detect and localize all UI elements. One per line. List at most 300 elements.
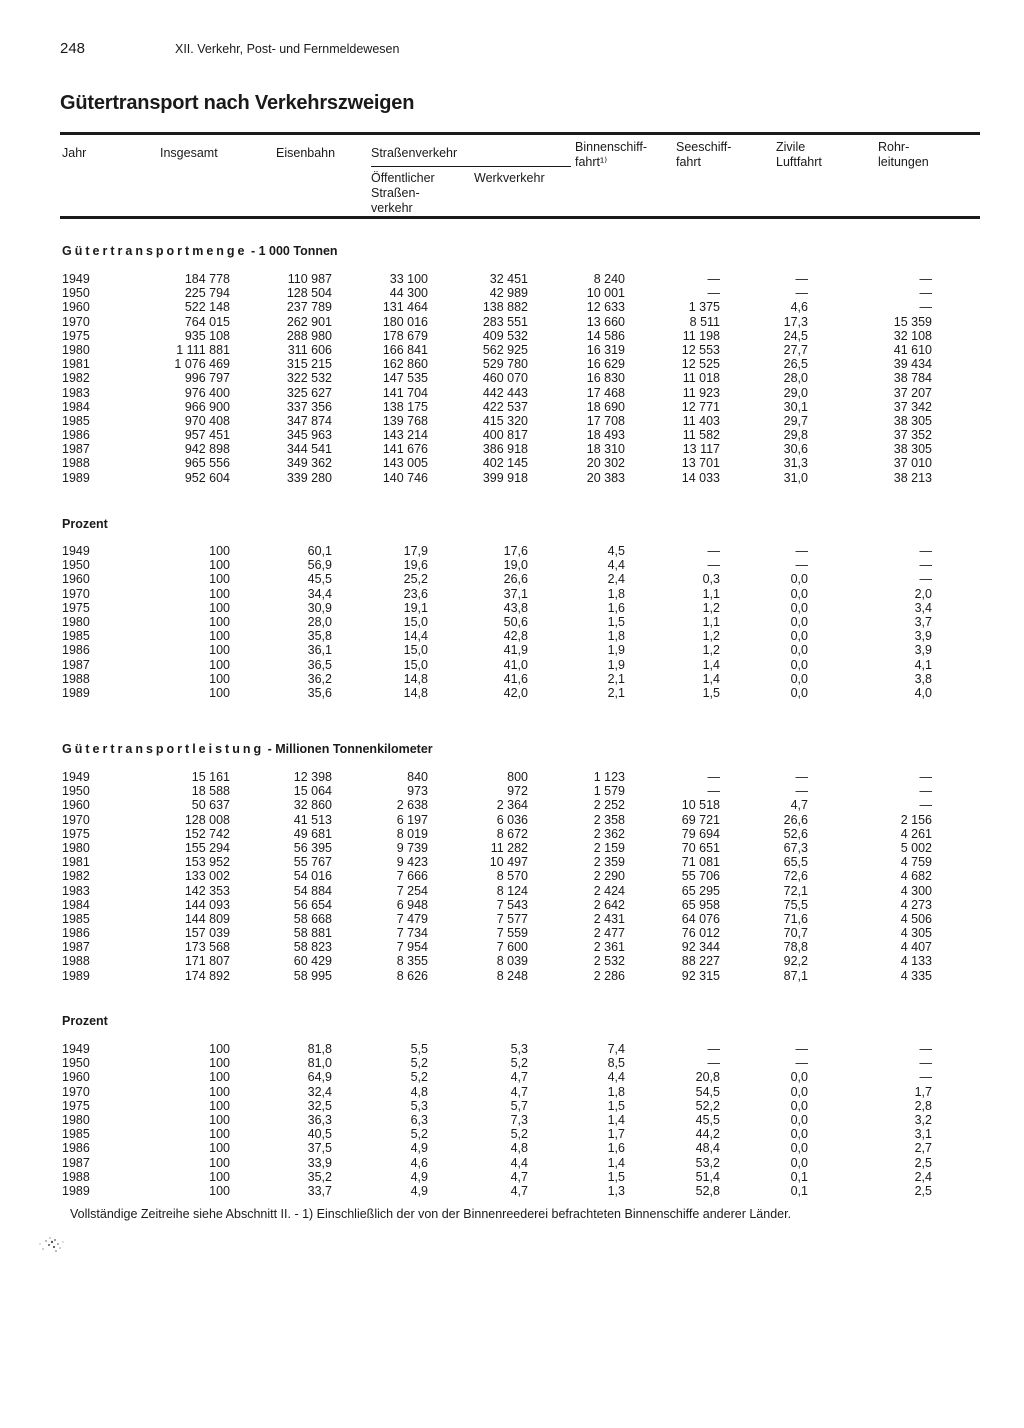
cell-rohrleitungen: 4,1 (914, 657, 932, 672)
cell-insgesamt: 174 892 (184, 968, 230, 983)
cell-rohrleitungen: 5 002 (900, 840, 932, 855)
table-row (0, 912, 1024, 926)
cell-eisenbahn: 37,5 (307, 1141, 332, 1156)
scan-speckle (30, 1222, 74, 1266)
cell-binnenschiffahrt: 1,9 (607, 643, 625, 658)
cell-eisenbahn: 54 016 (293, 869, 332, 884)
cell-seeschiffahrt: 48,4 (695, 1141, 720, 1156)
cell-oeffentlicher-strassenverkehr: 147 535 (382, 371, 428, 386)
header-insgesamt: Insgesamt (160, 146, 218, 160)
cell-seeschiffahrt: 53,2 (695, 1155, 720, 1170)
cell-oeffentlicher-strassenverkehr: 14,8 (403, 685, 428, 700)
cell-zivile-luftfahrt: 0,0 (790, 600, 808, 615)
cell-seeschiffahrt: — (707, 770, 720, 784)
cell-insgesamt: 996 797 (184, 371, 230, 386)
cell-insgesamt: 966 900 (184, 399, 230, 414)
cell-rohrleitungen: 2,7 (914, 1141, 932, 1156)
cell-oeffentlicher-strassenverkehr: 19,1 (403, 600, 428, 615)
cell-eisenbahn: 345 963 (286, 428, 332, 443)
cell-eisenbahn: 58 823 (293, 940, 332, 955)
cell-eisenbahn: 58 881 (293, 926, 332, 941)
cell-year: 1986 (62, 643, 90, 658)
cell-rohrleitungen: 3,1 (914, 1127, 932, 1142)
header-zivile-luftfahrt (776, 140, 822, 170)
cell-binnenschiffahrt: 14 586 (586, 328, 625, 343)
cell-binnenschiffahrt: 1,7 (607, 1127, 625, 1142)
cell-rohrleitungen: 2,8 (914, 1098, 932, 1113)
table-row (0, 1085, 1024, 1099)
cell-year: 1980 (62, 614, 90, 629)
table-row (0, 969, 1024, 983)
cell-seeschiffahrt: 1,5 (702, 685, 720, 700)
table-row (0, 558, 1024, 572)
cell-eisenbahn: 349 362 (286, 456, 332, 471)
cell-oeffentlicher-strassenverkehr: 5,3 (410, 1098, 428, 1113)
cell-oeffentlicher-strassenverkehr: 140 746 (382, 470, 428, 485)
cell-werkverkehr: 8 248 (496, 968, 528, 983)
cell-insgesamt: 18 588 (191, 784, 230, 799)
cell-year: 1986 (62, 926, 90, 941)
cell-werkverkehr: 7 559 (496, 926, 528, 941)
cell-rohrleitungen: 4 261 (900, 826, 932, 841)
cell-zivile-luftfahrt: 0,0 (790, 1127, 808, 1142)
cell-insgesamt: 133 002 (184, 869, 230, 884)
cell-eisenbahn: 36,1 (307, 643, 332, 658)
table-row (0, 300, 1024, 314)
cell-year: 1984 (62, 897, 90, 912)
cell-insgesamt: 100 (209, 1183, 230, 1198)
section-prozent-2-rows (0, 1042, 1024, 1198)
cell-eisenbahn: 33,7 (307, 1183, 332, 1198)
cell-year: 1987 (62, 657, 90, 672)
cell-werkverkehr: 4,7 (510, 1183, 528, 1198)
section-title-leistung (62, 742, 433, 756)
table-header-rule (60, 216, 980, 219)
cell-binnenschiffahrt: 2 477 (593, 926, 625, 941)
cell-zivile-luftfahrt: 0,0 (790, 657, 808, 672)
cell-rohrleitungen: 37 207 (893, 385, 932, 400)
cell-eisenbahn: 15 064 (293, 784, 332, 799)
table-row (0, 643, 1024, 657)
table-row (0, 813, 1024, 827)
cell-oeffentlicher-strassenverkehr: 6 197 (396, 812, 428, 827)
table-row (0, 371, 1024, 385)
cell-rohrleitungen: 2,5 (914, 1155, 932, 1170)
cell-oeffentlicher-strassenverkehr: 7 254 (396, 883, 428, 898)
cell-binnenschiffahrt: 2 159 (593, 840, 625, 855)
header-strassenverkehr-rule (371, 166, 571, 167)
cell-year: 1987 (62, 442, 90, 457)
cell-binnenschiffahrt: 12 633 (586, 300, 625, 315)
cell-rohrleitungen: — (919, 1056, 932, 1071)
cell-year: 1981 (62, 855, 90, 870)
cell-rohrleitungen: — (919, 300, 932, 315)
cell-seeschiffahrt: 79 694 (681, 826, 720, 841)
cell-zivile-luftfahrt: 67,3 (783, 840, 808, 855)
table-row (0, 658, 1024, 672)
table-row (0, 386, 1024, 400)
cell-binnenschiffahrt: 4,4 (607, 558, 625, 573)
section-title-menge (62, 244, 338, 258)
cell-eisenbahn: 81,8 (307, 1042, 332, 1056)
header-jahr: Jahr (62, 146, 87, 160)
cell-seeschiffahrt: 52,2 (695, 1098, 720, 1113)
cell-seeschiffahrt: 20,8 (695, 1070, 720, 1085)
cell-eisenbahn: 36,3 (307, 1112, 332, 1127)
cell-zivile-luftfahrt: 0,0 (790, 685, 808, 700)
cell-oeffentlicher-strassenverkehr: 23,6 (403, 586, 428, 601)
cell-binnenschiffahrt: 17 468 (586, 385, 625, 400)
cell-binnenschiffahrt: 1,4 (607, 1112, 625, 1127)
header-binnenschiffahrt (575, 140, 647, 170)
cell-zivile-luftfahrt: 0,0 (790, 586, 808, 601)
cell-eisenbahn: 60 429 (293, 954, 332, 969)
cell-zivile-luftfahrt: 4,7 (790, 798, 808, 813)
cell-binnenschiffahrt: 2 290 (593, 869, 625, 884)
cell-year: 1949 (62, 272, 90, 286)
cell-oeffentlicher-strassenverkehr: 2 638 (396, 798, 428, 813)
cell-werkverkehr: 42,0 (503, 685, 528, 700)
cell-insgesamt: 100 (209, 629, 230, 644)
cell-rohrleitungen: 3,4 (914, 600, 932, 615)
cell-seeschiffahrt: 1 375 (688, 300, 720, 315)
cell-seeschiffahrt: 71 081 (681, 855, 720, 870)
cell-eisenbahn: 32,5 (307, 1098, 332, 1113)
cell-seeschiffahrt: 92 315 (681, 968, 720, 983)
cell-seeschiffahrt: 88 227 (681, 954, 720, 969)
table-row (0, 629, 1024, 643)
cell-oeffentlicher-strassenverkehr: 9 739 (396, 840, 428, 855)
section-prozent-1-rows (0, 544, 1024, 700)
cell-oeffentlicher-strassenverkehr: 5,2 (410, 1070, 428, 1085)
cell-zivile-luftfahrt: 31,3 (783, 456, 808, 471)
cell-oeffentlicher-strassenverkehr: 14,4 (403, 629, 428, 644)
cell-year: 1980 (62, 1112, 90, 1127)
cell-oeffentlicher-strassenverkehr: 19,6 (403, 558, 428, 573)
table-row (0, 471, 1024, 485)
cell-werkverkehr: 37,1 (503, 586, 528, 601)
cell-oeffentlicher-strassenverkehr: 141 704 (382, 385, 428, 400)
cell-insgesamt: 144 093 (184, 897, 230, 912)
table-row (0, 827, 1024, 841)
cell-oeffentlicher-strassenverkehr: 15,0 (403, 614, 428, 629)
cell-insgesamt: 155 294 (184, 840, 230, 855)
cell-binnenschiffahrt: 1,9 (607, 657, 625, 672)
cell-insgesamt: 144 809 (184, 911, 230, 926)
cell-insgesamt: 100 (209, 1127, 230, 1142)
cell-werkverkehr: 7 577 (496, 911, 528, 926)
cell-rohrleitungen: 38 305 (893, 413, 932, 428)
page-title: Gütertransport nach Verkehrszweigen (60, 92, 415, 114)
cell-binnenschiffahrt: 17 708 (586, 413, 625, 428)
cell-oeffentlicher-strassenverkehr: 33 100 (389, 272, 428, 286)
cell-seeschiffahrt: 11 923 (682, 385, 720, 400)
cell-seeschiffahrt: 0,3 (702, 572, 720, 587)
cell-seeschiffahrt: 8 511 (689, 314, 720, 329)
header-oeffentlicher-line3: verkehr (371, 201, 413, 215)
cell-oeffentlicher-strassenverkehr: 143 214 (382, 428, 428, 443)
table-row (0, 587, 1024, 601)
cell-zivile-luftfahrt: — (795, 770, 808, 784)
running-head: XII. Verkehr, Post- und Fernmeldewesen (175, 42, 400, 56)
cell-year: 1949 (62, 1042, 90, 1056)
cell-binnenschiffahrt: 20 383 (586, 470, 625, 485)
cell-zivile-luftfahrt: 0,0 (790, 629, 808, 644)
cell-binnenschiffahrt: 2 361 (593, 940, 625, 955)
table-row (0, 855, 1024, 869)
cell-seeschiffahrt: 52,8 (695, 1183, 720, 1198)
cell-eisenbahn: 35,2 (307, 1169, 332, 1184)
table-row (0, 1070, 1024, 1084)
cell-insgesamt: 764 015 (184, 314, 230, 329)
cell-seeschiffahrt: 45,5 (695, 1112, 720, 1127)
cell-eisenbahn: 36,2 (307, 671, 332, 686)
cell-seeschiffahrt: 55 706 (681, 869, 720, 884)
table-row (0, 898, 1024, 912)
cell-werkverkehr: 562 925 (482, 342, 528, 357)
cell-year: 1949 (62, 770, 90, 784)
cell-zivile-luftfahrt: — (795, 784, 808, 799)
cell-zivile-luftfahrt: 26,6 (783, 812, 808, 827)
cell-eisenbahn: 288 980 (286, 328, 332, 343)
table-row (0, 572, 1024, 586)
header-rohr-line1: Rohr- (878, 140, 910, 154)
cell-rohrleitungen: — (919, 1042, 932, 1056)
cell-year: 1982 (62, 371, 90, 386)
cell-werkverkehr: 442 443 (482, 385, 528, 400)
cell-seeschiffahrt: 44,2 (695, 1127, 720, 1142)
cell-seeschiffahrt: 64 076 (681, 911, 720, 926)
cell-oeffentlicher-strassenverkehr: 143 005 (382, 456, 428, 471)
cell-year: 1988 (62, 671, 90, 686)
cell-year: 1988 (62, 954, 90, 969)
cell-seeschiffahrt: 76 012 (681, 926, 720, 941)
cell-insgesamt: 225 794 (184, 286, 230, 301)
table-row (0, 1042, 1024, 1056)
cell-werkverkehr: 7 600 (496, 940, 528, 955)
cell-eisenbahn: 35,8 (307, 629, 332, 644)
cell-year: 1989 (62, 685, 90, 700)
cell-rohrleitungen: 3,7 (914, 614, 932, 629)
table-row (0, 343, 1024, 357)
cell-eisenbahn: 56,9 (307, 558, 332, 573)
cell-insgesamt: 153 952 (184, 855, 230, 870)
table-top-rule (60, 132, 980, 135)
cell-eisenbahn: 60,1 (307, 544, 332, 558)
header-binnen-line1: Binnenschiff- (575, 140, 648, 154)
table-row (0, 884, 1024, 898)
cell-binnenschiffahrt: 1,5 (607, 614, 625, 629)
cell-seeschiffahrt: 1,2 (702, 600, 720, 615)
cell-oeffentlicher-strassenverkehr: 9 423 (396, 855, 428, 870)
cell-eisenbahn: 12 398 (293, 770, 332, 784)
cell-zivile-luftfahrt: 0,1 (790, 1169, 808, 1184)
cell-rohrleitungen: 37 342 (893, 399, 932, 414)
cell-insgesamt: 100 (209, 558, 230, 573)
cell-zivile-luftfahrt: 71,6 (783, 911, 808, 926)
header-strassenverkehr: Straßenverkehr (371, 146, 458, 160)
cell-insgesamt: 173 568 (184, 940, 230, 955)
cell-rohrleitungen: 3,9 (914, 643, 932, 658)
cell-insgesamt: 100 (209, 643, 230, 658)
cell-seeschiffahrt: — (707, 1056, 720, 1071)
cell-insgesamt: 952 604 (184, 470, 230, 485)
cell-insgesamt: 100 (209, 671, 230, 686)
cell-oeffentlicher-strassenverkehr: 14,8 (403, 671, 428, 686)
cell-zivile-luftfahrt: — (795, 286, 808, 301)
cell-eisenbahn: 237 789 (286, 300, 332, 315)
cell-zivile-luftfahrt: 0,0 (790, 1084, 808, 1099)
cell-werkverkehr: 4,7 (510, 1070, 528, 1085)
cell-oeffentlicher-strassenverkehr: 17,9 (403, 544, 428, 558)
cell-rohrleitungen: 1,7 (914, 1084, 932, 1099)
cell-eisenbahn: 58 995 (293, 968, 332, 983)
cell-year: 1950 (62, 286, 90, 301)
cell-werkverkehr: 19,0 (503, 558, 528, 573)
cell-seeschiffahrt: 14 033 (681, 470, 720, 485)
cell-oeffentlicher-strassenverkehr: 141 676 (382, 442, 428, 457)
cell-rohrleitungen: 3,8 (914, 671, 932, 686)
cell-zivile-luftfahrt: 0,1 (790, 1183, 808, 1198)
cell-oeffentlicher-strassenverkehr: 840 (407, 770, 428, 784)
cell-insgesamt: 970 408 (184, 413, 230, 428)
header-rohr-line2: leitungen (878, 155, 929, 169)
cell-insgesamt: 100 (209, 657, 230, 672)
cell-rohrleitungen: 4 407 (900, 940, 932, 955)
cell-zivile-luftfahrt: 29,0 (783, 385, 808, 400)
cell-eisenbahn: 34,4 (307, 586, 332, 601)
cell-seeschiffahrt: 12 771 (681, 399, 720, 414)
cell-eisenbahn: 54 884 (293, 883, 332, 898)
cell-zivile-luftfahrt: 29,7 (783, 413, 808, 428)
cell-zivile-luftfahrt: 70,7 (783, 926, 808, 941)
cell-seeschiffahrt: 11 582 (682, 428, 720, 443)
cell-rohrleitungen: 4 335 (900, 968, 932, 983)
cell-binnenschiffahrt: 2 431 (593, 911, 625, 926)
table-row (0, 1099, 1024, 1113)
cell-insgesamt: 142 353 (184, 883, 230, 898)
cell-rohrleitungen: 4 305 (900, 926, 932, 941)
table-row (0, 414, 1024, 428)
cell-werkverkehr: 409 532 (482, 328, 528, 343)
cell-year: 1960 (62, 300, 90, 315)
cell-insgesamt: 100 (209, 614, 230, 629)
cell-binnenschiffahrt: 1,4 (607, 1155, 625, 1170)
cell-eisenbahn: 347 874 (286, 413, 332, 428)
cell-year: 1960 (62, 1070, 90, 1085)
cell-oeffentlicher-strassenverkehr: 4,8 (410, 1084, 428, 1099)
cell-werkverkehr: 5,7 (510, 1098, 528, 1113)
cell-werkverkehr: 4,4 (510, 1155, 528, 1170)
cell-seeschiffahrt: 65 295 (681, 883, 720, 898)
cell-zivile-luftfahrt: 0,0 (790, 1098, 808, 1113)
cell-eisenbahn: 35,6 (307, 685, 332, 700)
table-row (0, 926, 1024, 940)
cell-year: 1985 (62, 1127, 90, 1142)
cell-seeschiffahrt: — (707, 784, 720, 799)
cell-eisenbahn: 55 767 (293, 855, 332, 870)
cell-werkverkehr: 529 780 (482, 357, 528, 372)
cell-insgesamt: 128 008 (184, 812, 230, 827)
cell-binnenschiffahrt: 1,6 (607, 1141, 625, 1156)
cell-oeffentlicher-strassenverkehr: 139 768 (382, 413, 428, 428)
cell-eisenbahn: 315 215 (286, 357, 332, 372)
cell-rohrleitungen: 15 359 (893, 314, 932, 329)
cell-oeffentlicher-strassenverkehr: 138 175 (382, 399, 428, 414)
cell-binnenschiffahrt: 7,4 (607, 1042, 625, 1056)
cell-zivile-luftfahrt: 26,5 (783, 357, 808, 372)
cell-zivile-luftfahrt: — (795, 1042, 808, 1056)
cell-binnenschiffahrt: 10 001 (586, 286, 625, 301)
header-eisenbahn: Eisenbahn (276, 146, 336, 160)
cell-binnenschiffahrt: 16 629 (586, 357, 625, 372)
cell-zivile-luftfahrt: 78,8 (783, 940, 808, 955)
table-row (0, 329, 1024, 343)
cell-rohrleitungen: 38 784 (893, 371, 932, 386)
cell-zivile-luftfahrt: — (795, 558, 808, 573)
cell-seeschiffahrt: 13 117 (682, 442, 720, 457)
cell-binnenschiffahrt: 1,8 (607, 629, 625, 644)
section-title-leistung-main: Gütertransportleistung (62, 742, 265, 756)
cell-seeschiffahrt: — (707, 286, 720, 301)
cell-werkverkehr: 4,7 (510, 1169, 528, 1184)
cell-zivile-luftfahrt: 0,0 (790, 572, 808, 587)
header-oeffentlicher-line1: Öffentlicher (371, 171, 435, 185)
cell-seeschiffahrt: — (707, 1042, 720, 1056)
cell-rohrleitungen: 4 506 (900, 911, 932, 926)
cell-zivile-luftfahrt: 0,0 (790, 1112, 808, 1127)
cell-werkverkehr: 400 817 (482, 428, 528, 443)
cell-insgesamt: 50 637 (191, 798, 230, 813)
cell-year: 1988 (62, 456, 90, 471)
table-row (0, 315, 1024, 329)
cell-insgesamt: 100 (209, 586, 230, 601)
cell-zivile-luftfahrt: 30,6 (783, 442, 808, 457)
cell-year: 1989 (62, 968, 90, 983)
cell-rohrleitungen: 37 352 (893, 428, 932, 443)
cell-seeschiffahrt: 12 525 (681, 357, 720, 372)
cell-eisenbahn: 36,5 (307, 657, 332, 672)
cell-insgesamt: 100 (209, 1112, 230, 1127)
table-row (0, 400, 1024, 414)
cell-rohrleitungen: 2 156 (900, 812, 932, 827)
cell-oeffentlicher-strassenverkehr: 178 679 (382, 328, 428, 343)
cell-insgesamt: 100 (209, 1169, 230, 1184)
cell-insgesamt: 100 (209, 1141, 230, 1156)
cell-eisenbahn: 58 668 (293, 911, 332, 926)
cell-werkverkehr: 415 320 (482, 413, 528, 428)
cell-werkverkehr: 4,7 (510, 1084, 528, 1099)
cell-eisenbahn: 41 513 (293, 812, 332, 827)
cell-zivile-luftfahrt: 72,1 (783, 883, 808, 898)
cell-year: 1985 (62, 911, 90, 926)
table-row (0, 272, 1024, 286)
table-row (0, 428, 1024, 442)
cell-zivile-luftfahrt: 31,0 (783, 470, 808, 485)
section-title-leistung-unit: - Millionen Tonnenkilometer (264, 742, 433, 756)
cell-eisenbahn: 56 395 (293, 840, 332, 855)
cell-year: 1985 (62, 629, 90, 644)
table-row (0, 615, 1024, 629)
table-row (0, 770, 1024, 784)
cell-werkverkehr: 42,8 (503, 629, 528, 644)
cell-zivile-luftfahrt: 4,6 (790, 300, 808, 315)
cell-seeschiffahrt: 13 701 (681, 456, 720, 471)
cell-werkverkehr: 6 036 (496, 812, 528, 827)
cell-insgesamt: 100 (209, 544, 230, 558)
cell-oeffentlicher-strassenverkehr: 5,2 (410, 1056, 428, 1071)
cell-werkverkehr: 26,6 (503, 572, 528, 587)
